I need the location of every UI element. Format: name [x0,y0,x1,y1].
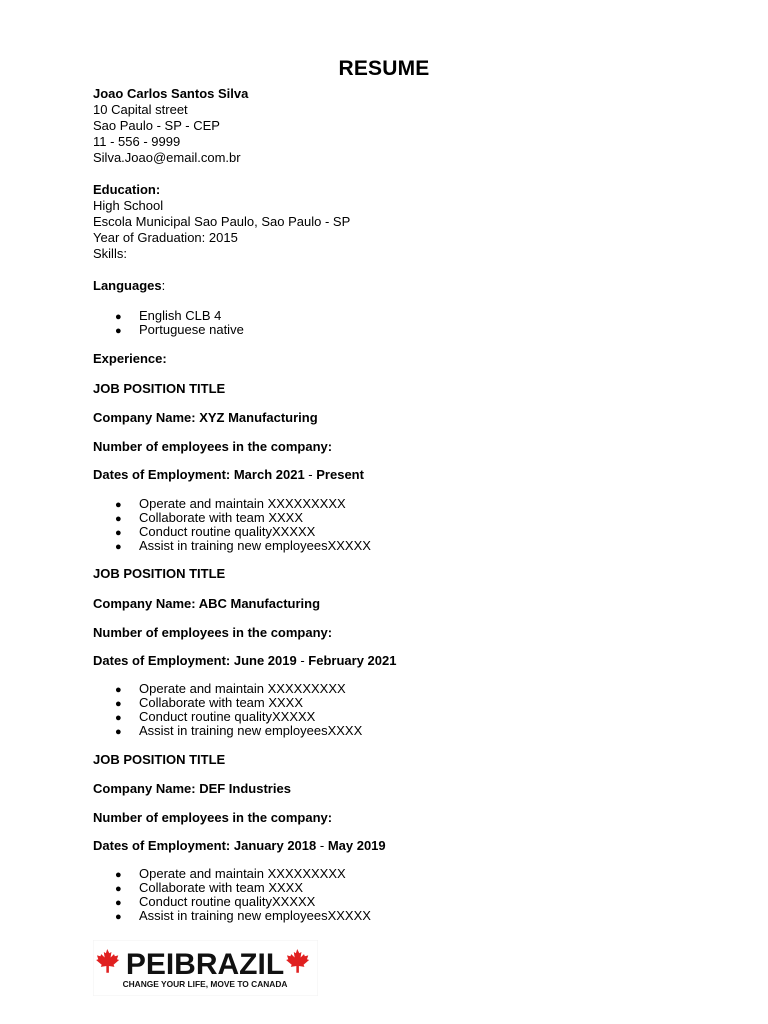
job-dates-label: Dates of Employment: June 2019 [93,653,301,668]
list-item [115,724,362,739]
job-position-title: JOB POSITION TITLE [93,381,226,396]
contact-city: Sao Paulo - SP - CEP [93,118,220,133]
job-duty: Collaborate with team XXXX [139,695,304,710]
bullet-icon: ● [115,869,122,881]
logo-brand: PEIBRAZIL [125,948,285,981]
job-position-title: JOB POSITION TITLE [93,752,226,767]
job-dates-separator: - [300,653,305,668]
education-heading: Education: [93,182,161,197]
job-dates [93,838,386,854]
job-employees: Number of employees in the company: [93,810,333,825]
job-duty: Operate and maintain XXXXXXXXX [139,681,346,696]
bullet-icon: ● [115,325,122,337]
bullet-icon: ● [115,911,122,923]
job-dates-end: February 2021 [304,653,397,668]
contact-street: 10 Capital street [93,102,188,117]
bullet-icon: ● [115,726,122,738]
contact-phone: 11 - 556 - 9999 [93,134,181,149]
languages-heading-colon: : [161,278,166,293]
job-duty: Conduct routine qualityXXXXX [139,524,316,539]
job-dates-separator: - [308,467,313,482]
bullet-icon: ● [115,897,122,909]
job-dates-end: May 2019 [324,838,386,853]
list-item [115,323,244,338]
bullet-icon: ● [115,883,122,895]
bullet-icon: ● [115,311,122,323]
job-duty: Conduct routine qualityXXXXX [139,894,316,909]
job-dates-separator: - [319,838,325,853]
job-dates [93,653,396,669]
job-duty: Assist in training new employeesXXXXX [139,908,371,923]
education-level: High School [93,198,164,213]
job-duty: Operate and maintain XXXXXXXXX [139,496,346,511]
job-dates-label: Dates of Employment: January 2018 [93,838,320,853]
job-duty: Assist in training new employeesXXXXX [139,538,371,553]
bullet-icon: ● [115,698,122,710]
list-item [115,909,371,924]
job-position-title: JOB POSITION TITLE [93,566,226,581]
education-graduation: Year of Graduation: 2015 [93,230,238,245]
job-duty: Assist in training new employeesXXXX [139,723,363,738]
contact-email: Silva.Joao@email.com.br [93,150,241,165]
contact-name: Joao Carlos Santos Silva [93,86,249,101]
logo-tagline: CHANGE YOUR LIFE, MOVE TO CANADA [122,979,288,989]
job-dates-end: Present [312,467,364,482]
bullet-icon: ● [115,499,122,511]
job-duty: Operate and maintain XXXXXXXXX [139,866,346,881]
job-employees: Number of employees in the company: [93,625,333,640]
language-item: Portuguese native [139,322,244,337]
list-item [115,539,371,554]
skills-label: Skills: [93,246,127,261]
language-item: English CLB 4 [139,308,222,323]
education-school: Escola Municipal Sao Paulo, Sao Paulo - SP [93,214,351,229]
bullet-icon: ● [115,712,122,724]
bullet-icon: ● [115,684,122,696]
job-duty: Collaborate with team XXXX [139,510,304,525]
bullet-icon: ● [115,527,122,539]
experience-heading: Experience: [93,351,167,366]
job-duty: Conduct routine qualityXXXXX [139,709,316,724]
job-dates [93,467,364,483]
bullet-icon: ● [115,513,122,525]
page-title: RESUME [338,57,430,80]
job-company: Company Name: XYZ Manufacturing [93,410,318,425]
languages-heading-text: Languages [93,278,162,293]
job-duty: Collaborate with team XXXX [139,880,304,895]
languages-heading [93,278,165,294]
job-employees: Number of employees in the company: [93,439,333,454]
job-dates-label: Dates of Employment: March 2021 [93,467,309,482]
job-company: Company Name: DEF Industries [93,781,291,796]
bullet-icon: ● [115,541,122,553]
peibrazil-logo [93,940,318,996]
job-company: Company Name: ABC Manufacturing [93,596,321,611]
